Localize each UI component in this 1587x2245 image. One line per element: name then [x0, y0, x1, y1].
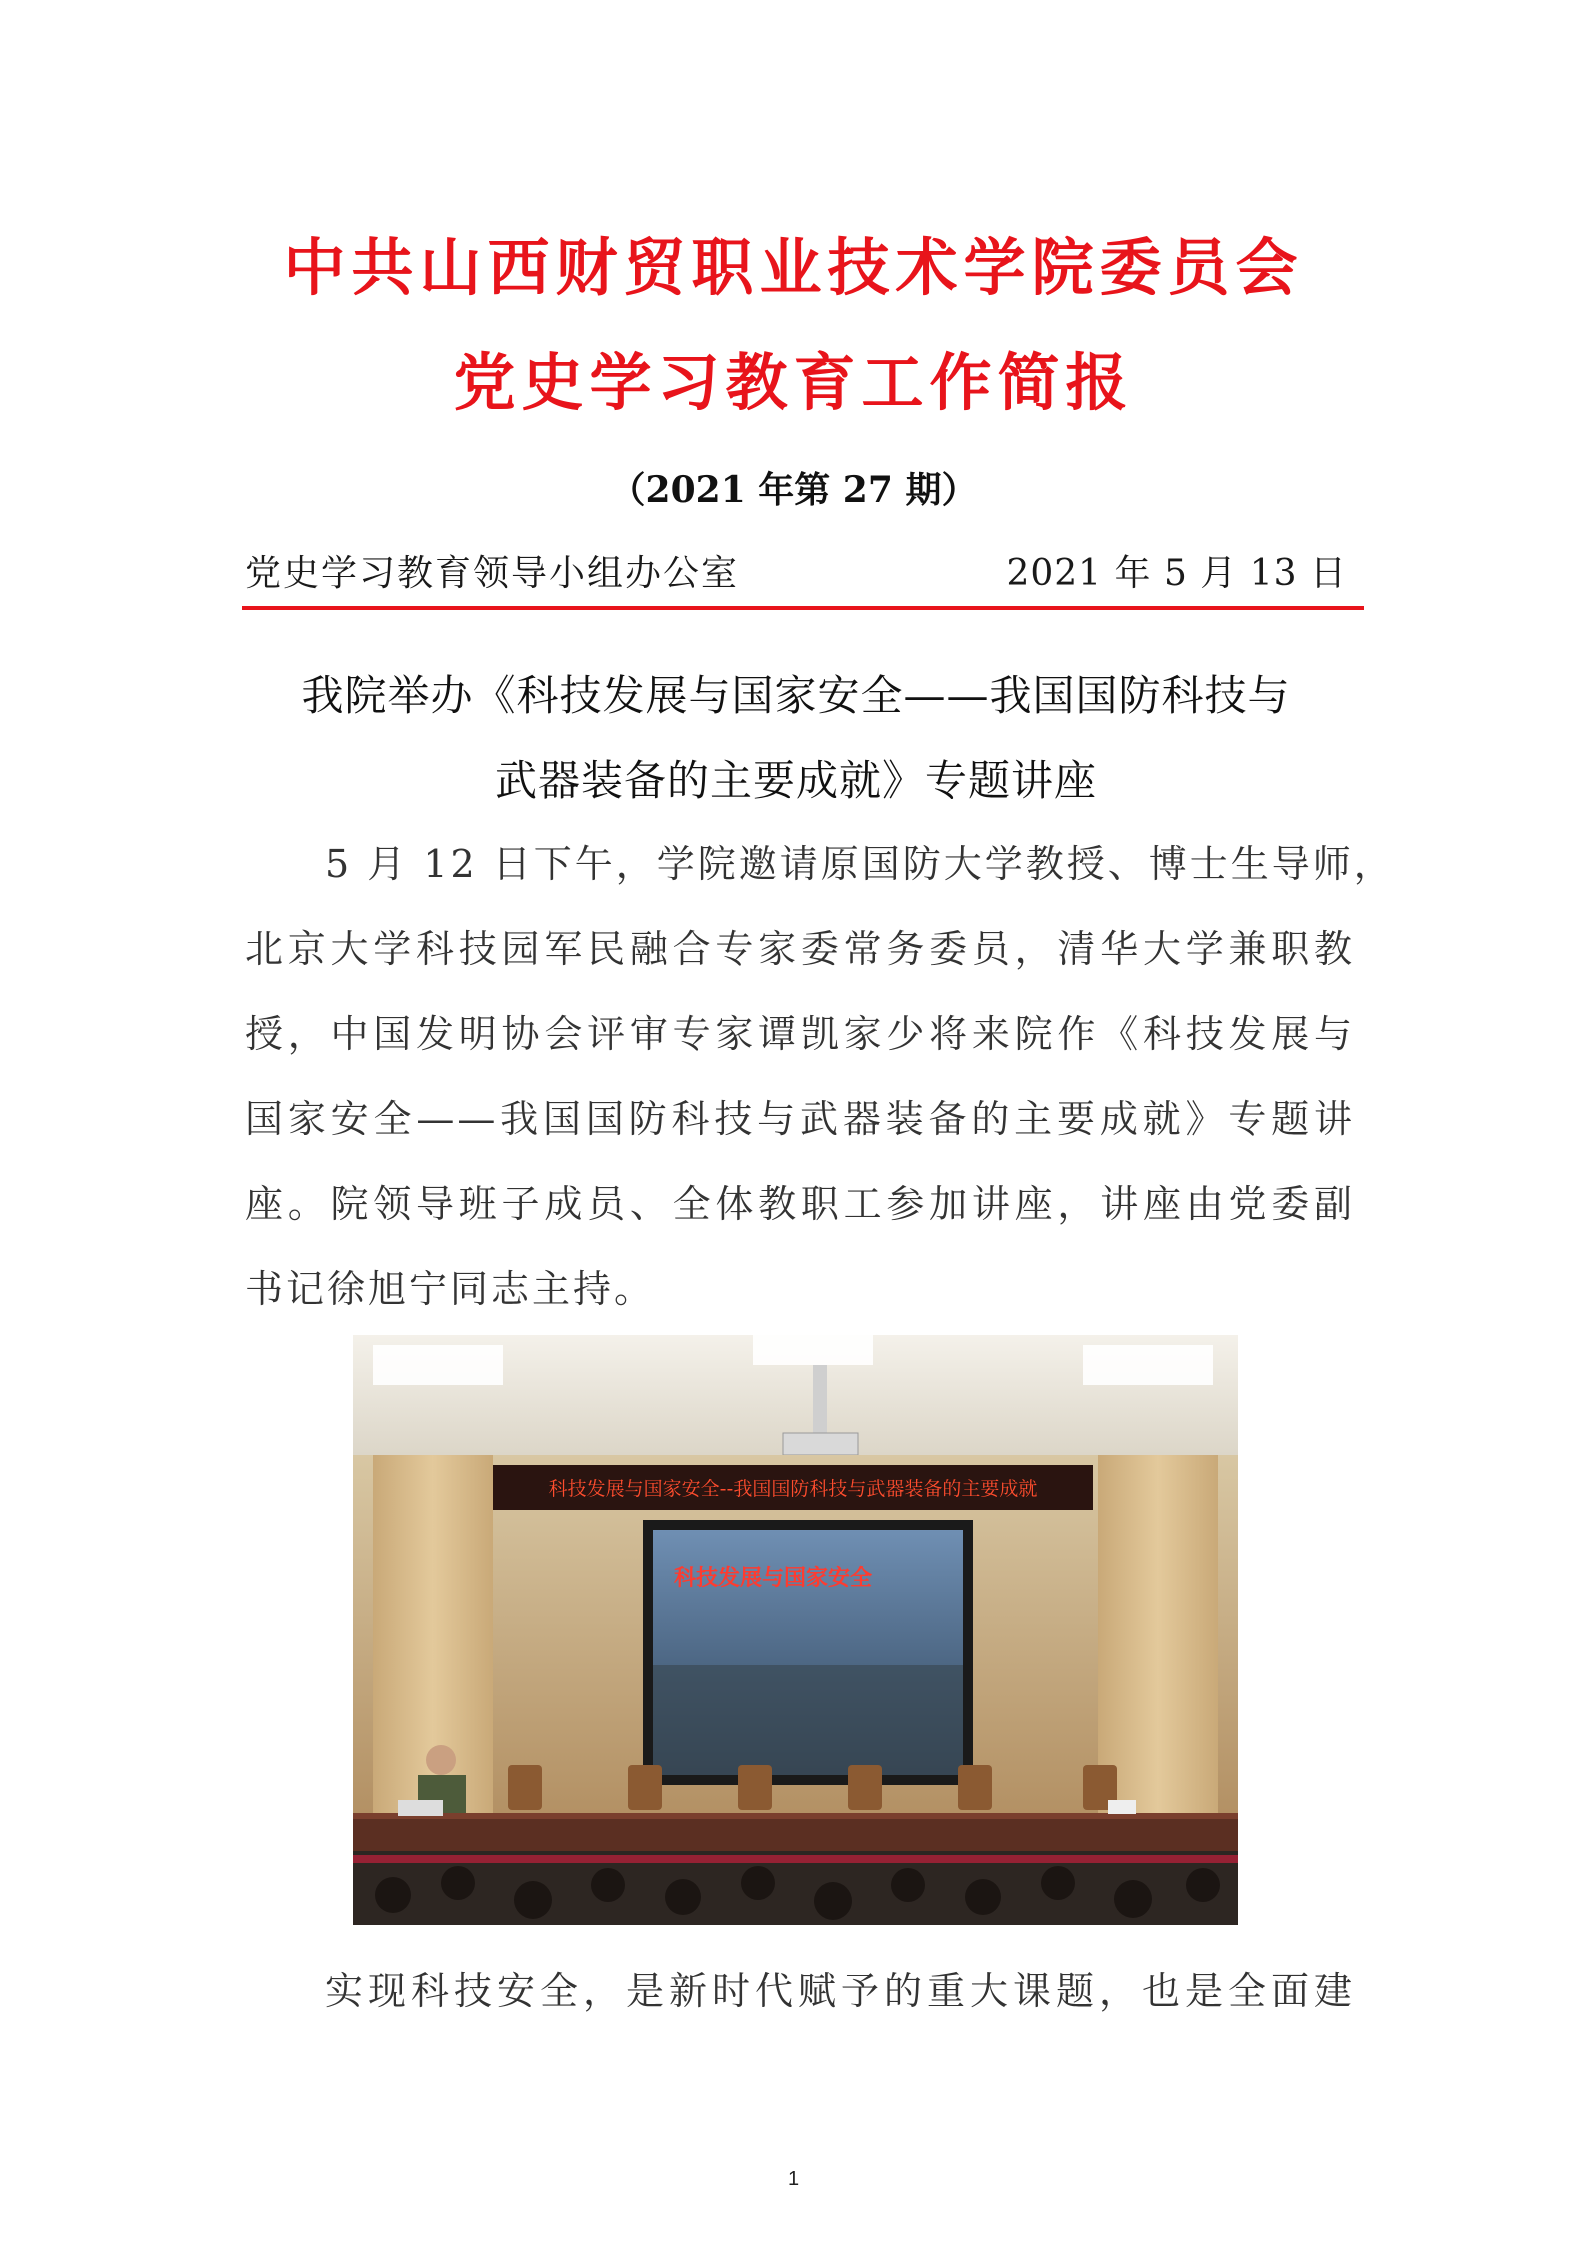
- paragraph-line: 北京大学科技园军民融合专家委常务委员，清华大学兼职教: [245, 927, 1355, 971]
- paragraph-line: 国家安全——我国国防科技与武器装备的主要成就》专题讲: [245, 1097, 1355, 1141]
- paragraph-line: 5 月 12 日下午，学院邀请原国防大学教授、博士生导师，: [325, 842, 1395, 886]
- led-banner-text: 科技发展与国家安全--我国国防科技与武器装备的主要成就: [548, 1478, 1038, 1500]
- article-title-line-2: 武器装备的主要成就》专题讲座: [494, 756, 1097, 805]
- issuing-office: 党史学习教育领导小组办公室: [245, 553, 740, 594]
- red-divider: [242, 606, 1364, 610]
- page-number: 1: [787, 2168, 800, 2190]
- issue-date: 2021 年 5 月 13 日: [1006, 553, 1347, 594]
- article-title-line-1: 我院举办《科技发展与国家安全——我国国防科技与: [301, 671, 1291, 720]
- bulletin-org-title: 中共山西财贸职业技术学院委员会: [283, 231, 1304, 304]
- issue-number: （2021 年第 27 期）: [609, 469, 978, 511]
- article-paragraph-2-start: 实现科技安全，是新时代赋予的重大课题，也是全面建: [325, 1969, 1355, 2013]
- paragraph-line: 书记徐旭宁同志主持。: [245, 1267, 656, 1311]
- lecture-photo: [353, 1335, 1238, 1925]
- screen-title-text: 科技发展与国家安全: [673, 1566, 873, 1591]
- paragraph-line: 座。院领导班子成员、全体教职工参加讲座，讲座由党委副: [245, 1182, 1355, 1226]
- paragraph-line: 授，中国发明协会评审专家谭凯家少将来院作《科技发展与: [245, 1012, 1355, 1056]
- bulletin-title: 党史学习教育工作简报: [453, 346, 1134, 419]
